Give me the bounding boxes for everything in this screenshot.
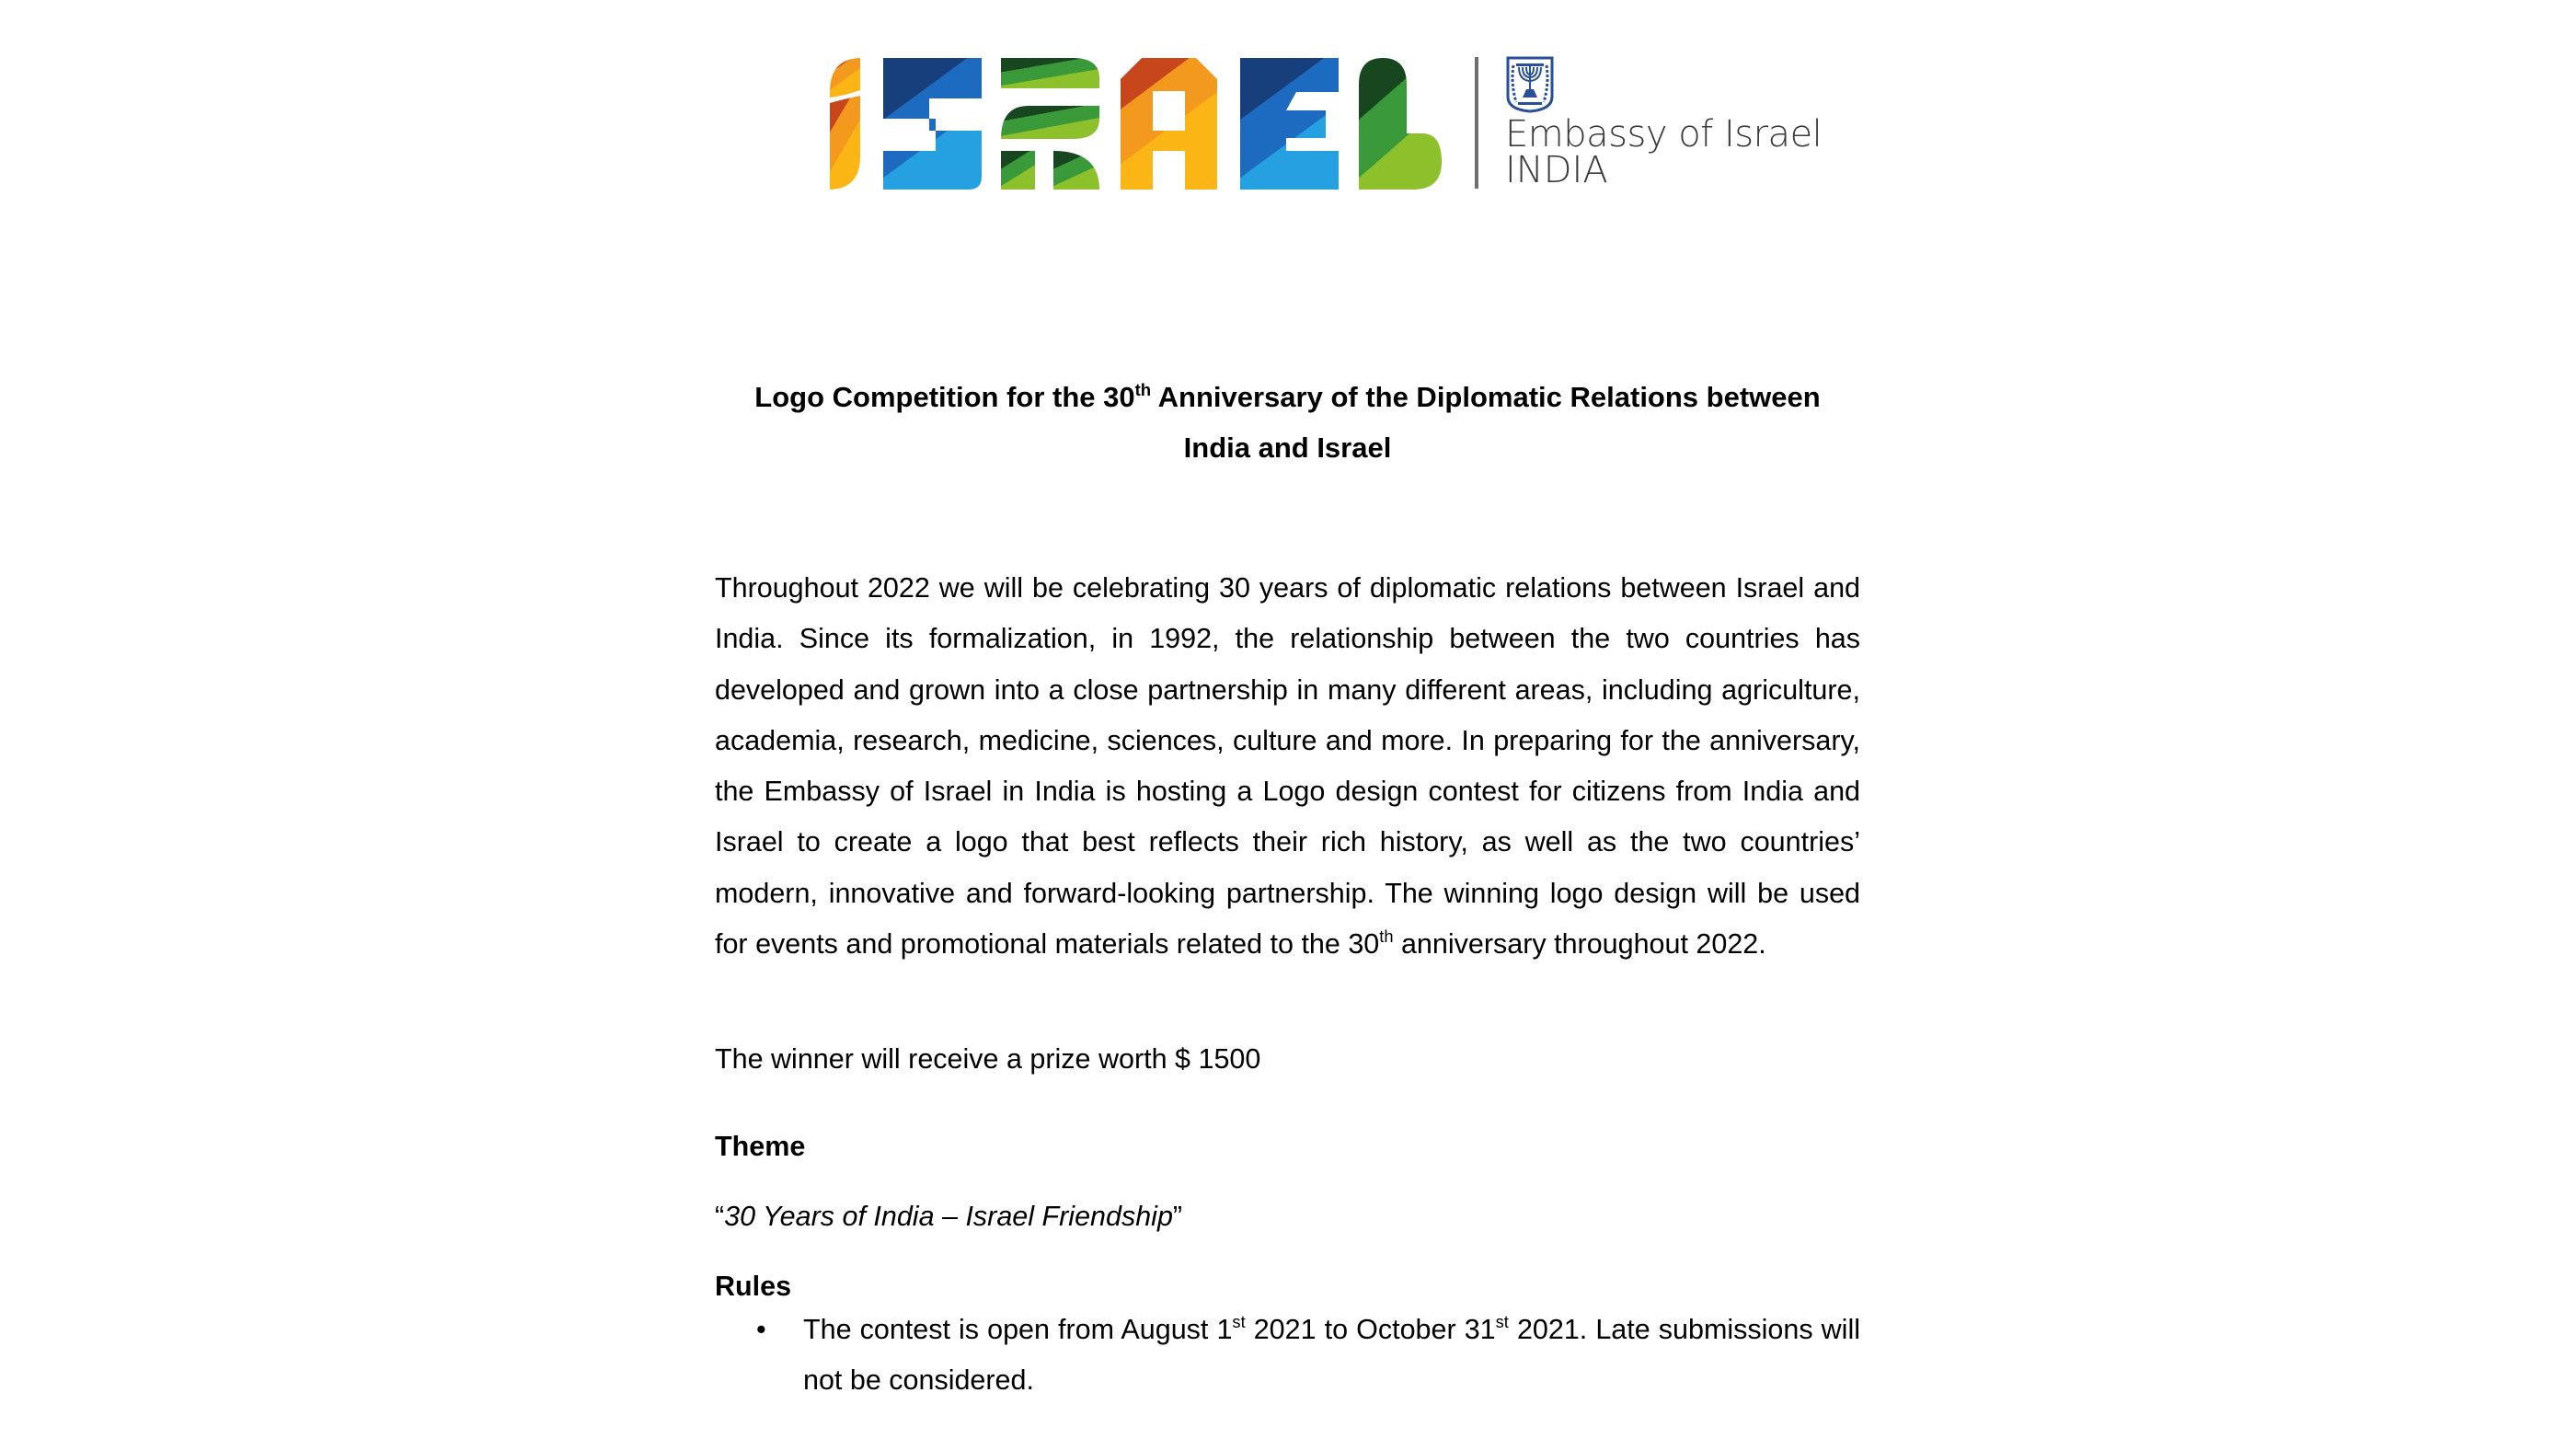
ordinal-suffix: st: [1232, 1312, 1246, 1332]
title-line-1: [715, 372, 1860, 422]
intro-paragraph: [715, 563, 1860, 970]
prize-paragraph: The winner will receive a prize worth $ 1500: [715, 1043, 1261, 1075]
open-quote: “: [715, 1201, 725, 1232]
logo-letter-e: [1240, 58, 1339, 190]
logo-divider: [1475, 57, 1478, 189]
embassy-country: INDIA: [1505, 149, 1608, 191]
theme-quote: [715, 1198, 1860, 1235]
logo-letter-r: [1001, 58, 1099, 190]
document-title: [715, 372, 1860, 473]
logo-letter-s: [883, 58, 982, 190]
ordinal-suffix: th: [1379, 926, 1394, 947]
intro-text-end: anniversary throughout 2022.: [1393, 928, 1766, 961]
logo-letter-a: [1121, 58, 1217, 190]
israel-emblem-menorah-icon: [1505, 56, 1555, 113]
intro-text: Throughout 2022 we will be celebrating 30 years of diplomatic relations between Israel and India. Since its formalization, in 1992, the relationship between the two countries has developed and grown into a close partnership in many different areas, including agriculture, academia, research, medicine, sciences, culture and more. In preparing for the anniversary, the Embassy of Israel in India is hosting a Logo design contest for citizens from India and Israel to create a logo that best reflects their rich history, as well as the two countries’ modern, innovative and forward-looking partnership. The winning logo design will be used for events and promotional materials related to the 30: [715, 572, 1860, 961]
close-quote: ”: [1172, 1201, 1183, 1232]
rules-heading: Rules: [715, 1271, 792, 1302]
ordinal-suffix: th: [1134, 379, 1152, 399]
rule-item: [715, 1305, 1860, 1406]
logo-letter-i: [830, 58, 860, 190]
bullet-icon: •: [756, 1314, 766, 1345]
embassy-name: Embassy of Israel: [1505, 113, 1823, 155]
rule-text: The contest is open from August 1: [803, 1314, 1233, 1345]
title-text: Logo Competition for the 30: [754, 381, 1135, 413]
rule-text: 2021. Late submissions will not be considered.: [803, 1314, 1860, 1396]
ordinal-suffix: st: [1495, 1312, 1509, 1332]
logo-letter-l: [1359, 58, 1442, 190]
theme-heading: Theme: [715, 1131, 806, 1162]
title-line-2: India and Israel: [1183, 432, 1392, 464]
rule-text: 2021 to October 31: [1245, 1314, 1496, 1345]
rules-list: [715, 1305, 1860, 1406]
title-text: Anniversary of the Diplomatic Relations between: [1151, 381, 1821, 413]
theme-text: 30 Years of India – Israel Friendship: [724, 1201, 1173, 1232]
israel-wordmark-logo: [824, 55, 1450, 193]
